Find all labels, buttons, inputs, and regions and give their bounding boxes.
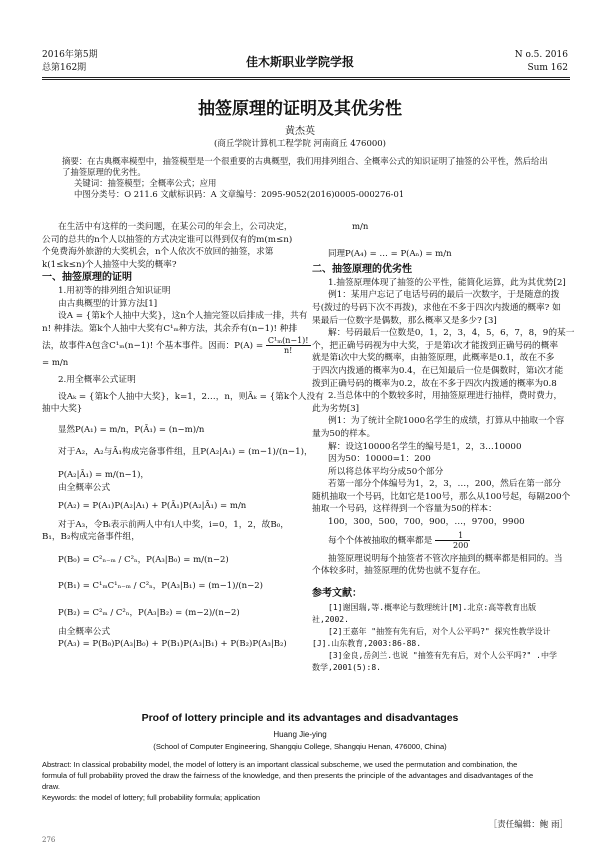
intro-line: k(1≤k≤n)个人抽签中大奖的概率? [42,259,177,270]
header-rule-2 [42,79,570,80]
text-line: 量为50的样本。 [312,428,376,439]
proof-line: 由全概率公式 [58,482,111,493]
proof-line: 抽中大奖} [42,404,83,415]
header-rule [42,77,570,78]
text-line: 100，300，500，700，900，…，9700，9900 [328,517,525,528]
header-sum: Sum 162 [527,63,568,73]
reference-line: 社,2002. [312,615,349,625]
header-total-issue: 总第162期 [42,63,87,73]
abstract [62,156,558,200]
affiliation: (商丘学院计算机工程学院 河南商丘 476000) [214,139,386,149]
text-line: 若第一部分个体编号为1，2，3，…，200，然后在第一部分 [328,479,561,490]
english-abstract-line: formula of full probability proved the draw the fairness of the knowledge, and then presents the principle of the advantages and disadvantages of the [42,771,534,780]
english-abstract [42,759,570,803]
subsection-1-note: 由古典概型的计算方法[1] [58,298,158,309]
equation: P(A₂) = P(A₁)P(A₂|A₁) + P(Ā₁)P(A₂|Ā₁) = m/n [58,501,247,512]
text-line: 此为劣势[3] [312,403,360,414]
proof-line: B₁，B₂构成完备事件组， [42,532,140,543]
text-line: 于四次内拨通的概率为0.4，在已知最后一位是偶数时，第i次才能 [312,365,564,376]
proof-line: 对于A₃，令Bᵢ表示前两人中有i人中奖，i=0，1，2，故B₀， [58,519,289,530]
proof-line: 设Aₖ = {第k个人抽中大奖}，k=1，2…，n，则Āₖ = {第k个人没有 [58,391,324,402]
abstract-line: 在古典概率模型中，抽签模型是一个很重要的古典概型，我们用排列组合、全概率公式的知识证明了抽签的公平性，然后给出 [87,156,548,166]
subsection-2: 2.用全概率公式证明 [58,374,136,385]
header-year-issue: 2016年第5期 [42,50,98,60]
equation: P(A₂|Ā₁) = m/(n−1)， [58,469,149,480]
english-title: Proof of lottery principle and its advantages and disadvantages [141,712,459,724]
probability-line: 每个个体被抽取的概率都是 [328,535,433,546]
english-abstract-line: draw. [42,782,60,791]
text-line: 果最后一位数字是偶数，那么概率又是多少? [3] [312,315,497,326]
page-number: 276 [42,836,56,844]
text-line: 抽签原理说明每个抽签者不管次序抽到的概率都是相同的。当 [328,553,563,564]
subsection-1: 1.用初等的排列组合知识证明 [58,285,171,296]
author: 黄杰英 [285,126,315,137]
proof-result: = m/n [42,358,69,369]
english-author: Huang Jie-ying [273,730,327,739]
journal-name: 佳木斯职业学院学报 [245,55,354,69]
text-line: 例1：为了统计全院1000名学生的成绩，打算从中抽取一个容 [328,416,565,427]
text-line: 1.抽签原理体现了抽签的公平性，能简化运算，此为其优势[2] [328,277,566,288]
fraction-numerator: C¹ₘ(n−1)! [267,336,309,346]
text-line: 就是第i次中大奖的概率，由抽签原理，此概率是0.1，故在不多 [312,353,555,364]
proof-line: 设A = {第k个人抽中大奖}，这n个人抽完签以后排成一排，共有 [58,311,308,322]
reference-line: [3]金良,岳剑兰.也说 "抽签有先有后，对个人公平吗?" .中学 [328,651,557,661]
text-line: 拨到正确号码的概率为0.2，故在不多于四次内拨通的概率为0.8 [312,378,557,389]
equation: P(B₁) = C¹ₘC¹ₙ₋ₘ / C²ₙ，P(A₃|B₁) = (m−1)/(n−2) [58,581,263,592]
text-line: 个体较多时，抽签原理的优势也就不复存在。 [312,566,486,577]
proof-line: 对于A₂，A₂与Ā₁构成完备事件组，且P(A₂|A₁) = (m−1)/(n−1)， [58,447,313,458]
abstract-label: 摘要： [62,156,88,166]
reference-line: [1]谢国瑞,等.概率论与数理统计[M].北京:高等教育出版 [328,603,537,613]
fraction-numerator: 1 [435,531,470,541]
references [312,602,570,674]
article-title: 抽签原理的证明及其优劣性 [198,99,402,119]
text-line: 抽取一个号码，这样得到一个容量为50的样本： [312,504,497,515]
keywords: 关键词：抽签模型；全概率公式；应用 [74,178,217,188]
fraction-denominator: 200 [453,540,469,550]
text-line: 因为50：10000=1：200 [328,454,431,465]
references-title: 参考文献： [312,587,362,599]
fraction [435,531,470,550]
proof-line: 法，故事件A包含C¹ₘ(n−1)! 个基本事件。因而：P(A) = [42,341,264,352]
text-line: 2.当总体中的个数较多时，用抽签原理进行抽样，费时费力， [328,391,563,402]
english-abstract-line: Abstract: In classical probability model, the model of lottery is an important classical subscheme, we used the permutation and combination, the [42,760,518,769]
classification: 中图分类号：O 211.6 文献标识码：A 文章编号：2095-9052(2016)0005-000276-01 [74,189,405,199]
intro-line: 公司的总共的n个人以抽签的方式决定谁可以得到仅有的m(m≤n) [42,234,293,245]
text-line: 解：号码最后一位数是0，1，2，3，4，5，6，7，8，9的某一 [328,328,575,339]
equation: P(B₂) = C²ₘ / C²ₙ，P(A₃|B₂) = (m−2)/(n−2) [58,608,240,619]
intro-line: 在生活中有这样的一类问题，在某公司的年会上，公司决定， [58,222,293,232]
equation: P(B₀) = C²ₙ₋ₘ / C²ₙ，P(A₃|B₀) = m/(n−2) [58,554,229,565]
reference-line: 数学,2001(5):8. [312,663,381,673]
equation: m/n [352,222,369,232]
editor-note: ［责任编辑：鲍 雨］ [488,820,568,830]
proof-line: 由全概率公式 [58,626,111,637]
section-2-title: 二、抽签原理的优劣性 [312,264,412,276]
section-1-title: 一、抽签原理的证明 [42,272,132,284]
equation: 显然P(A₁) = m/n，P(Ā₁) = (n−m)/n [58,424,205,435]
text-line: 解：设这10000名学生的编号是1，2，3…10000 [328,441,522,452]
fraction [266,336,311,355]
text-line: 例1：某用户忘记了电话号码的最后一次数字，于是随意的拨 [328,290,560,301]
abstract-line: 了抽签原理的优劣性。 [62,167,146,177]
proof-line: n! 种排法。第k个人抽中大奖有C¹ₘ种方法，其余乔有(n−1)! 种排 [42,323,298,334]
equation: 同理P(A₄) = … = P(Aₙ) = m/n [328,248,452,259]
text-line: 个，把正确号码视为中大奖，于是第i次才能拨到正确号码的概率 [312,340,559,351]
reference-line: [J].山东教育,2003:86-88. [312,639,422,649]
text-line: 所以将总体平均分成50个部分 [328,466,444,477]
text-line: 随机抽取一个号码，比如它是100号，那么从100号起，每隔200个 [312,491,571,502]
intro-line: 个免费海外旅游的大奖机会，n个人依次不放回的抽签，求第 [42,247,274,258]
equation: P(A₃) = P(B₀)P(A₃|B₀) + P(B₁)P(A₃|B₁) + P(B₂)P(A₃|B₂) [58,639,287,650]
reference-line: [2]王嘉年 "抽签有先有后，对个人公平吗?" 探究性教学设计 [328,627,551,637]
left-column [42,221,324,651]
header-number: N o.5. 2016 [514,50,568,60]
right-column [312,221,575,674]
text-line: 号(拨过的号码下次不再拨)，求他在不多于四次内拨通的概率? 如 [312,302,561,313]
english-affiliation: (School of Computer Engineering, Shangqiu College, Shangqiu Henan, 476000, China) [153,742,447,751]
fraction-denominator: n! [284,346,293,356]
english-keywords: Keywords: the model of lottery; full probability formula; application [42,793,261,802]
